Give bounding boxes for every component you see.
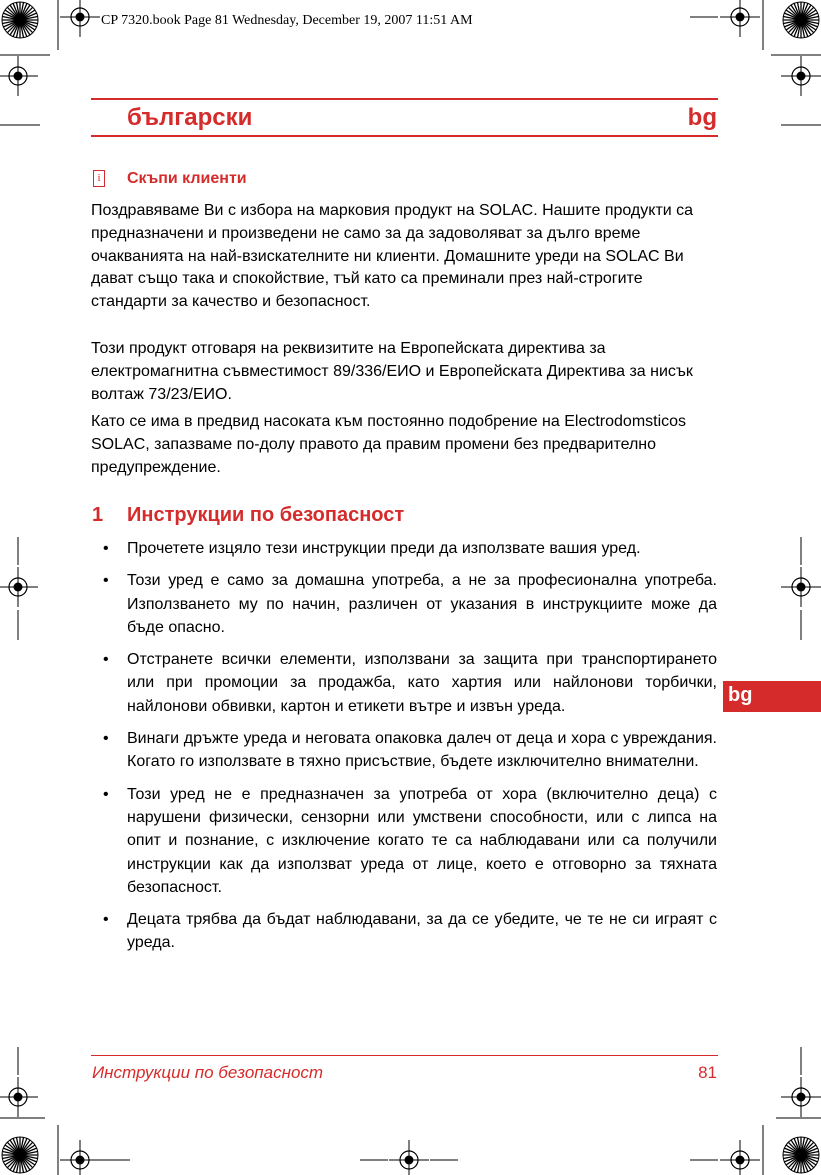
print-info: CP 7320.book Page 81 Wednesday, December 19, 2007 11:51 AM: [101, 13, 473, 28]
language-code: bg: [687, 104, 717, 131]
improvement-paragraph: Като се има в предвид насоката към постоянно подобрение на Electrodomsticos SOLAC, запазваме по-долу правото да правим промени без предварително предупреждение.: [91, 413, 687, 476]
list-item: • Децата трябва да бъдат наблюдавани, за да се убедите, че те не си играят с уреда.: [103, 908, 717, 955]
intro-paragraph: Поздравяваме Ви с избора на марковия продукт на SOLAC. Нашите продукти са предназначени и произведени не само за да задоволяват за дълго време очакванията на най-взискателните ни клиенти. Домашните уреди на SOLAC Ви дават също така и спокойствие, тъй като са преминали през най-строгите стандарти за качество и безопасност.: [91, 202, 694, 311]
language-title: български: [127, 104, 253, 131]
info-icon: i: [93, 170, 105, 187]
header-rule-top: [91, 98, 718, 100]
list-item: • Отстранете всички елементи, използвани за защита при транспортирането или при промоции за продажба, като хартия или найлонови торбички, найлонови обвивки, картон и етикети вътре и извън уреда.: [103, 648, 717, 718]
list-item: • Прочетете изцяло тези инструкции преди да използвате вашия уред.: [103, 537, 717, 560]
directive-paragraph: Този продукт отговаря на реквизитите на Европейската директива за електромагнитна съвместимост 89/336/ЕИО и Европейската Директива за нисък волтаж 73/23/ЕИО.: [91, 340, 693, 403]
footer-rule: [91, 1055, 718, 1056]
list-item: • Този уред не е предназначен за употреба от хора (включително деца) с нарушени физически, сензорни или умствени способности, или с липса на опит и познание, с изключение когато те са наблюдавани или са получили инструкции как да използват уреда от лице, което е отговорно за тяхната безопасност.: [103, 783, 717, 899]
language-side-tab: bg: [723, 681, 821, 712]
section-title: Инструкции по безопасност: [127, 504, 405, 526]
footer-title: Инструкции по безопасност: [92, 1063, 324, 1082]
list-item: • Този уред е само за домашна употреба, а не за професионална употреба. Използването му по начин, различен от указания в инструкциите може да бъде опасно.: [103, 569, 717, 639]
header-rule-bottom: [91, 135, 718, 137]
list-item: • Винаги дръжте уреда и неговата опаковка далеч от деца и хора с увреждания. Когато го използвате в тяхно присъствие, бъдете изключително внимателни.: [103, 727, 717, 774]
note-heading: Скъпи клиенти: [127, 170, 247, 187]
page-number: 81: [698, 1063, 717, 1082]
safety-list: [103, 537, 717, 964]
section-number: 1: [92, 504, 104, 526]
